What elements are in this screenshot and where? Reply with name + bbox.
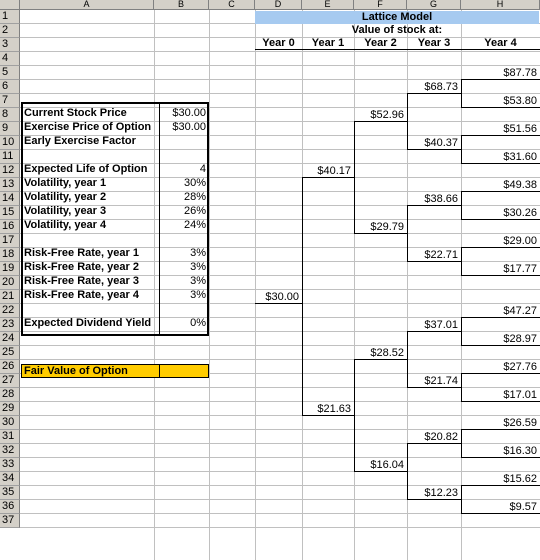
lattice-node-year-4[interactable]: $29.00: [503, 235, 537, 247]
lattice-node-year-4[interactable]: $9.57: [509, 501, 537, 513]
value-expected-life[interactable]: 4: [199, 163, 206, 175]
value-volatility-1[interactable]: 30%: [183, 177, 206, 189]
lattice-node-year-3[interactable]: $40.37: [424, 137, 458, 149]
lattice-node-year-3[interactable]: $22.71: [424, 249, 458, 261]
lattice-node-year-4[interactable]: $17.77: [503, 263, 537, 275]
row-header[interactable]: 9: [0, 122, 20, 136]
row-header[interactable]: 24: [0, 332, 20, 346]
lattice-connector: [407, 499, 461, 500]
value-risk-free-2[interactable]: 3%: [190, 261, 206, 273]
row-header[interactable]: 26: [0, 360, 20, 374]
lattice-node-year-4[interactable]: $47.27: [503, 305, 537, 317]
lattice-node-year-4[interactable]: $15.62: [503, 473, 537, 485]
row-header[interactable]: 36: [0, 500, 20, 514]
gridline: [20, 527, 540, 528]
label-volatility-2[interactable]: Volatility, year 2: [24, 191, 107, 203]
gridline: [20, 499, 540, 500]
lattice-connector: [461, 163, 540, 164]
row-header[interactable]: 6: [0, 80, 20, 94]
row-header[interactable]: 22: [0, 304, 20, 318]
lattice-node-year-3[interactable]: $12.23: [424, 487, 458, 499]
row-header[interactable]: 2: [0, 24, 20, 38]
row-header[interactable]: 11: [0, 150, 20, 164]
value-volatility-4[interactable]: 24%: [183, 219, 206, 231]
value-risk-free-3[interactable]: 3%: [190, 275, 206, 287]
gridline: [20, 93, 540, 94]
lattice-connector: [407, 93, 461, 94]
lattice-node-year-4[interactable]: $30.26: [503, 207, 537, 219]
lattice-connector: [461, 247, 540, 248]
gridline: [20, 443, 540, 444]
column-header-g[interactable]: G: [407, 0, 461, 10]
label-volatility-4[interactable]: Volatility, year 4: [24, 219, 107, 231]
label-volatility-1[interactable]: Volatility, year 1: [24, 177, 107, 189]
select-all-corner[interactable]: [0, 0, 20, 10]
row-header[interactable]: 30: [0, 416, 20, 430]
row-header[interactable]: 16: [0, 220, 20, 234]
row-header[interactable]: 37: [0, 514, 20, 528]
year-1-header[interactable]: Year 1: [311, 37, 345, 49]
lattice-node-year-3[interactable]: $68.73: [424, 81, 458, 93]
lattice-connector: [461, 401, 540, 402]
value-volatility-3[interactable]: 26%: [183, 205, 206, 217]
lattice-connector: [407, 387, 461, 388]
label-fair-value[interactable]: Fair Value of Option: [24, 365, 128, 377]
year-3-header[interactable]: Year 3: [417, 37, 451, 49]
row-header[interactable]: 25: [0, 346, 20, 360]
lattice-connector: [461, 317, 540, 318]
row-header[interactable]: 34: [0, 472, 20, 486]
lattice-node-year-4[interactable]: $49.38: [503, 179, 537, 191]
row-header[interactable]: 35: [0, 486, 20, 500]
label-risk-free-2[interactable]: Risk-Free Rate, year 2: [24, 261, 139, 273]
lattice-connector: [461, 429, 540, 430]
lattice-connector: [461, 135, 540, 136]
label-expected-life[interactable]: Expected Life of Option: [24, 163, 148, 175]
gridline: [20, 471, 540, 472]
row-header[interactable]: 1: [0, 10, 20, 24]
lattice-subtitle[interactable]: Value of stock at:: [351, 24, 443, 36]
row-header[interactable]: 19: [0, 262, 20, 276]
label-early-exercise-factor[interactable]: Early Exercise Factor: [24, 135, 136, 147]
lattice-connector: [461, 79, 540, 80]
lattice-connector: [461, 485, 540, 486]
lattice-connector: [354, 121, 407, 122]
lattice-connector: [461, 513, 540, 514]
column-header-h[interactable]: H: [461, 0, 540, 10]
lattice-connector: [461, 345, 540, 346]
label-volatility-3[interactable]: Volatility, year 3: [24, 205, 107, 217]
gridline: [20, 359, 540, 360]
row-header[interactable]: 20: [0, 276, 20, 290]
lattice-connector: [461, 191, 540, 192]
lattice-node-year-4[interactable]: $26.59: [503, 417, 537, 429]
year-0-header[interactable]: Year 0: [262, 37, 295, 49]
gridline: [20, 51, 540, 52]
lattice-node-year-4[interactable]: $53.80: [503, 95, 537, 107]
fair-value-divider: [159, 364, 160, 378]
column-header-d[interactable]: D: [255, 0, 302, 10]
row-header[interactable]: 27: [0, 374, 20, 388]
row-header[interactable]: 3: [0, 38, 20, 52]
lattice-connector: [302, 177, 354, 178]
lattice-node-year-4[interactable]: $28.97: [503, 333, 537, 345]
lattice-node-year-3[interactable]: $37.01: [424, 319, 458, 331]
row-header[interactable]: 23: [0, 318, 20, 332]
gridline: [20, 415, 540, 416]
row-header[interactable]: 15: [0, 206, 20, 220]
lattice-title[interactable]: Lattice Model: [361, 11, 433, 23]
row-header[interactable]: 8: [0, 108, 20, 122]
label-exercise-price[interactable]: Exercise Price of Option: [24, 121, 152, 133]
lattice-connector: [407, 205, 461, 206]
lattice-node-year-1[interactable]: $21.63: [317, 403, 351, 415]
lattice-node-year-3[interactable]: $20.82: [424, 431, 458, 443]
lattice-node-year-2[interactable]: $52.96: [370, 109, 404, 121]
row-header[interactable]: 29: [0, 402, 20, 416]
value-dividend-yield[interactable]: 0%: [190, 317, 206, 329]
lattice-connector: [302, 177, 303, 416]
lattice-node-year-4[interactable]: $51.56: [503, 123, 537, 135]
row-header[interactable]: 32: [0, 444, 20, 458]
lattice-node-year-3[interactable]: $38.66: [424, 193, 458, 205]
column-header-e[interactable]: E: [302, 0, 354, 10]
column-header-c[interactable]: C: [209, 0, 255, 10]
lattice-node-year-0[interactable]: $30.00: [265, 291, 299, 303]
row-header[interactable]: 14: [0, 192, 20, 206]
year-2-header[interactable]: Year 2: [364, 37, 397, 49]
row-header[interactable]: 12: [0, 164, 20, 178]
lattice-connector: [407, 331, 461, 332]
gridline: [20, 65, 540, 66]
label-dividend-yield[interactable]: Expected Dividend Yield: [24, 317, 152, 329]
lattice-node-year-2[interactable]: $29.79: [370, 221, 404, 233]
lattice-node-year-4[interactable]: $31.60: [503, 151, 537, 163]
gridline: [20, 387, 540, 388]
lattice-connector: [354, 359, 355, 472]
row-header[interactable]: 21: [0, 290, 20, 304]
lattice-connector: [461, 275, 540, 276]
value-exercise-price[interactable]: $30.00: [172, 121, 206, 133]
lattice-node-year-2[interactable]: $28.52: [370, 347, 404, 359]
label-risk-free-3[interactable]: Risk-Free Rate, year 3: [24, 275, 139, 287]
row-header[interactable]: 7: [0, 94, 20, 108]
column-header-f[interactable]: F: [354, 0, 407, 10]
value-current-stock-price[interactable]: $30.00: [172, 107, 206, 119]
row-header[interactable]: 18: [0, 248, 20, 262]
lattice-connector: [354, 359, 407, 360]
lattice-connector: [407, 261, 461, 262]
lattice-node-year-4[interactable]: $27.76: [503, 361, 537, 373]
value-volatility-2[interactable]: 28%: [183, 191, 206, 203]
lattice-node-year-3[interactable]: $21.74: [424, 375, 458, 387]
label-risk-free-4[interactable]: Risk-Free Rate, year 4: [24, 289, 139, 301]
row-header[interactable]: 10: [0, 136, 20, 150]
lattice-connector: [461, 219, 540, 220]
value-risk-free-1[interactable]: 3%: [190, 247, 206, 259]
lattice-connector: [354, 121, 355, 234]
lattice-connector: [461, 457, 540, 458]
lattice-node-year-2[interactable]: $16.04: [370, 459, 404, 471]
row-header[interactable]: 5: [0, 66, 20, 80]
lattice-connector: [302, 415, 354, 416]
row-header[interactable]: 33: [0, 458, 20, 472]
label-risk-free-1[interactable]: Risk-Free Rate, year 1: [24, 247, 139, 259]
lattice-node-year-4[interactable]: $16.30: [503, 445, 537, 457]
row-header[interactable]: 13: [0, 178, 20, 192]
column-header-b[interactable]: B: [154, 0, 209, 10]
lattice-connector: [461, 373, 540, 374]
lattice-connector: [461, 107, 540, 108]
header-underline: [255, 49, 540, 50]
lattice-connector: [255, 303, 302, 304]
row-header[interactable]: 31: [0, 430, 20, 444]
lattice-connector: [354, 233, 407, 234]
row-header[interactable]: 4: [0, 52, 20, 66]
column-header-a[interactable]: A: [20, 0, 154, 10]
year-4-header[interactable]: Year 4: [484, 37, 517, 49]
label-current-stock-price[interactable]: Current Stock Price: [24, 107, 127, 119]
lattice-node-year-4[interactable]: $87.78: [503, 67, 537, 79]
lattice-connector: [407, 149, 461, 150]
value-risk-free-4[interactable]: 3%: [190, 289, 206, 301]
row-header[interactable]: 28: [0, 388, 20, 402]
lattice-node-year-4[interactable]: $17.01: [503, 389, 537, 401]
row-header[interactable]: 17: [0, 234, 20, 248]
lattice-connector: [407, 443, 461, 444]
lattice-connector: [354, 471, 407, 472]
lattice-node-year-1[interactable]: $40.17: [317, 165, 351, 177]
